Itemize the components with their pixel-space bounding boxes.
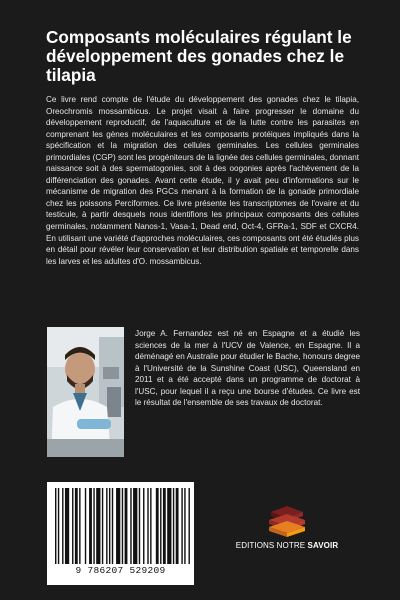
barcode-digits: 9 786207 529209 <box>75 565 166 576</box>
barcode-bars <box>47 482 194 566</box>
book-title: Composants moléculaires régulant le développement des gonades chez le tilapia <box>46 27 352 85</box>
book-summary: Ce livre rend compte de l'étude du développement des gonades chez le tilapia, Oreochromis mossambicus. Le projet visait à faire progresser le domaine du développement reproductif, de l'aquaculture et de la lutte contre les parasites en comprenant les gènes moléculaires et les composants protéiques impliqués dans la spécification et la migration des cellules germinales. Les cellules germinales primordiales (CGP) sont les progéniteurs de la lignée des cellules germinales, donnant naissance soit à des spermatogonies, soit à des oogonies après l'achèvement de la différenciation des gonades. Avant cette étude, il y avait peu d'informations sur le mécanisme de migration des PGCs menant à la formation de la gonade primordiale chez les poissons Perciformes. Ce livre présente les transcriptomes de l'ovaire et du testicule, à partir desquels nous identifions les principaux composants des cellules germinales, notamment Nanos-1, Vasa-1, Dead end, Oct-4, GFRa-1, SDF et CXCR4. En utilisant une variété d'approches moléculaires, ces composants ont été étudiés plus en détail pour révéler leur conservation et leur distribution spatiale et temporelle dans les larves et les adultes d'O. mossambicus. <box>46 95 359 266</box>
book-stack-icon <box>233 500 341 540</box>
author-photo <box>47 327 124 457</box>
publisher-name: EDITIONS NOTRE SAVOIR <box>235 541 339 550</box>
publisher-logo <box>233 500 341 560</box>
isbn-barcode <box>47 482 194 585</box>
author-bio: Jorge A. Fernandez est né en Espagne et a étudié les sciences de la mer à l'UCV de Valence, en Espagne. Il a déménagé en Australie pour étudier le Bache, honours degree à l'Université de la Sunshine Coast (USC), Queensland en 2011 et a été accepté dans un programme de doctorat à l'USC, pour lequel il a reçu une bourse d'études. Ce livre est le résultat de l'ensemble de ses travaux de doctorat. <box>135 329 360 408</box>
